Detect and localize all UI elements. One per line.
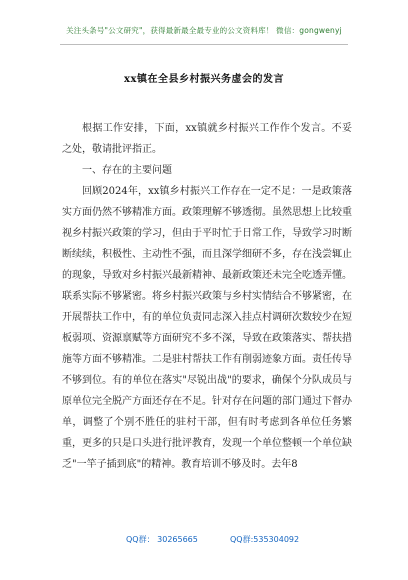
paragraph-intro: 根据工作安排，下面，xx镇就乡村振兴工作作个发言。不妥之处，敬请批评指正。 xyxy=(62,123,352,155)
document-title: xx镇在全县乡村振兴务虚会的发言 xyxy=(124,74,284,85)
section-heading: 一、存在的主要问题 xyxy=(82,165,172,176)
header-promo-note: 关注头条号"公文研究"，获得最新最全最专业的公文资料库！ 微信：gongwenyj xyxy=(66,26,342,35)
paragraph-review: 回顾2024年，xx镇乡村振兴工作存在一定不足：一是政策落实方面仍然不够精准方面。政策理解不够透彻。虽然思想上比较重视乡村振兴政策的学习，但由于平时忙于日常工作，导致学习时断断续续，积极性、主动性不强，而且深学细研不多，存在浅尝辄止的现象，导致对乡村振兴最新精神、最新政策还未完全吃透弄懂。联系实际不够紧密。将乡村振兴政策与乡村实情结合不够紧密，在开展帮扶工作中，有的单位负责同志深入挂点村调研次数较少在短板弱项、资源禀赋等方面研究不多不深，导致在政策落实、帮扶措施等方面不够精准。二是驻村帮扶工作有削弱迹象方面。责任传导不够到位。有的单位在落实"尽锐出战"的要求，确保个分队成员与原单位完全脱产方面还存在不足。针对存在问题的部门通过下督办单，调整了个别不胜任的驻村干部，但有时考虑到各单位任务繁重，更多的只是口头进行批评教育，发现一个单位整顿一个单位缺乏"一竿子插到底"的精神。教育培训不够及时。去年8 xyxy=(62,186,352,470)
document-body xyxy=(62,118,352,475)
header-divider xyxy=(60,44,348,45)
footer xyxy=(0,534,408,548)
footer-qq-group-1: QQ群： 30265665 xyxy=(126,535,198,544)
footer-qq-group-2: QQ群:535304092 xyxy=(230,535,300,544)
